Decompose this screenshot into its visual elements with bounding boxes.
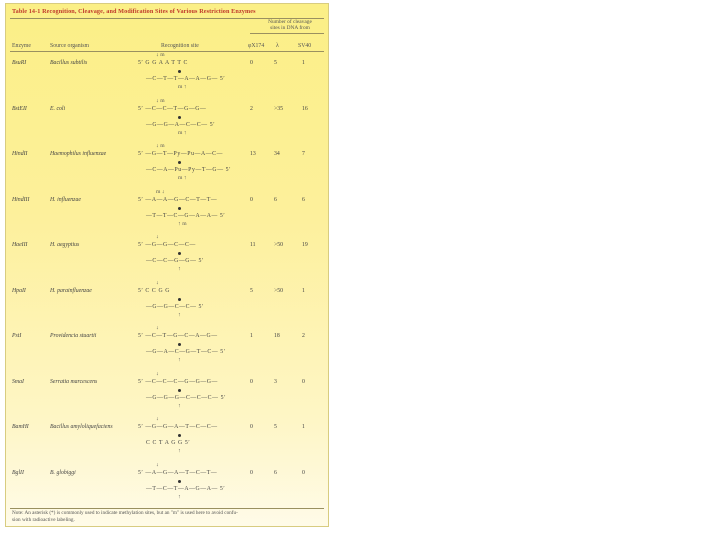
recognition-site-bottom-strand: —C—C—G—G— 5′ [146, 258, 204, 264]
recognition-site-top-strand: 5′ —C—T—G—C—A—G— [138, 333, 218, 339]
strand-center-dot [178, 480, 181, 483]
strand-center-dot [178, 298, 181, 301]
cleavage-marks-top: ↓ [156, 416, 159, 422]
cleavage-marks-top: ↓ m [156, 143, 165, 149]
col-header-enzyme: Enzyme [12, 43, 31, 49]
sites-sv40: 16 [302, 105, 308, 112]
recognition-site-bottom-strand: —G—G—G—C—C—C— 5′ [146, 394, 226, 401]
source-organism: E. coli [50, 105, 66, 112]
cleavage-group-line2: sites in DNA from [270, 25, 310, 32]
enzyme-name: SmaI [12, 378, 24, 385]
cleavage-marks-top: m ↓ [156, 188, 165, 195]
sites-sv40: 19 [302, 242, 308, 248]
strand-center-dot [178, 389, 181, 392]
recognition-site-bottom-strand: —G—A—C—G—T—C— 5′ [146, 349, 226, 355]
sites-phix174: 0 [250, 60, 253, 66]
enzyme-name: HindII [12, 151, 28, 157]
enzyme-name: PstI [12, 333, 22, 339]
col-header-lambda: λ [276, 43, 279, 49]
sites-sv40: 1 [302, 424, 305, 430]
table-note-line1: Note: An asterisk (*) is commonly used to indicate methylation sites, but an "m" is used here to avoid confu- [12, 510, 238, 516]
sites-sv40: 0 [302, 378, 305, 385]
source-organism: Providencia stuartii [50, 333, 97, 339]
table-document [5, 3, 329, 527]
cleavage-marks-bottom: ↑ m [178, 220, 187, 227]
recognition-site-bottom-strand: —C—T—T—A—A—G— 5′ [146, 76, 226, 82]
sites-phix174: 2 [250, 105, 253, 112]
recognition-site-top-strand: 5′ —G—G—C—C— [138, 242, 196, 248]
col-header-phix: φX174 [248, 43, 265, 49]
sites-phix174: 13 [250, 151, 256, 157]
source-organism: Haemophilus influenzae [50, 151, 107, 157]
cleavage-marks-bottom: ↑ [178, 402, 181, 409]
recognition-site-top-strand: 5′ —G—T—Py—Pu—A—C— [138, 151, 224, 157]
recognition-site-top-strand: 5′ —A—G—A—T—C—T— [138, 469, 218, 476]
source-organism: Bacillus subtilis [50, 60, 88, 66]
source-organism: B. globiggi [50, 469, 76, 476]
cleavage-marks-top: ↓ [156, 279, 159, 286]
recognition-site-bottom-strand: —G—G—A—C—C— 5′ [146, 121, 216, 128]
sites-lambda: 6 [274, 196, 277, 203]
cleavage-marks-bottom: ↑ [178, 448, 181, 454]
source-organism: Bacillus amyloliquefaciens [50, 424, 113, 430]
recognition-site-top-strand: 5′ G G A A T T C [138, 60, 188, 66]
sites-lambda: 18 [274, 333, 280, 339]
col-header-sv40: SV40 [298, 43, 312, 49]
cleavage-marks-bottom: m ↑ [178, 84, 187, 90]
strand-center-dot [178, 207, 181, 210]
sites-lambda: 34 [274, 151, 280, 157]
recognition-site-top-strand: 5′ C C G G [138, 287, 171, 294]
recognition-site-top-strand: 5′ —C—C—T—G—G— [138, 105, 207, 112]
enzyme-name: BstEII [12, 105, 27, 112]
header-rule [10, 51, 324, 52]
recognition-site-top-strand: 5′ —C—C—C—G—G—G— [138, 378, 218, 385]
sites-sv40: 2 [302, 333, 305, 339]
sites-sv40: 0 [302, 469, 305, 476]
sites-phix174: 5 [250, 287, 253, 294]
table-title: Table 14-1 Recognition, Cleavage, and Modification Sites of Various Restriction Enzymes [12, 8, 256, 15]
source-organism: H. aegyptius [50, 242, 80, 248]
enzyme-name: BglII [12, 469, 24, 476]
source-organism: Serratia marcescens [50, 378, 98, 385]
enzyme-name: HaeIII [12, 242, 28, 248]
col-header-source: Source organism [50, 43, 90, 49]
table-note-line2: sion with radioactive labeling. [12, 517, 75, 523]
cleavage-marks-bottom: ↑ [178, 311, 181, 318]
cleavage-marks-bottom: m ↑ [178, 175, 187, 181]
cleavage-marks-top: ↓ m [156, 97, 165, 104]
sites-phix174: 0 [250, 424, 253, 430]
cleavage-marks-top: ↓ [156, 461, 159, 468]
source-organism: H. parainfluenzae [50, 287, 92, 294]
sites-lambda: 5 [274, 424, 277, 430]
sites-lambda: >50 [274, 242, 284, 248]
cleavage-marks-top: ↓ [156, 234, 159, 240]
cleavage-marks-bottom: ↑ [178, 357, 181, 363]
cleavage-group-line1: Number of cleavage [268, 19, 312, 25]
sites-phix174: 1 [250, 333, 253, 339]
recognition-site-top-strand: 5′ —A—A—G—C—T—T— [138, 196, 218, 203]
group-rule [250, 33, 324, 34]
strand-center-dot [178, 116, 181, 119]
sites-lambda: 3 [274, 378, 277, 385]
recognition-site-top-strand: 5′ —G—G—A—T—C—C— [138, 424, 218, 430]
enzyme-name: HindIII [12, 196, 30, 203]
enzyme-name: BamHI [12, 424, 29, 430]
bottom-rule [10, 508, 324, 509]
enzyme-name: HpaII [12, 287, 26, 294]
cleavage-group-header [258, 19, 322, 32]
sites-sv40: 7 [302, 151, 305, 157]
cleavage-marks-top: ↓ [156, 370, 159, 377]
sites-phix174: 0 [250, 469, 253, 476]
source-organism: H. influenzae [50, 196, 81, 203]
sites-lambda: 6 [274, 469, 277, 476]
cleavage-marks-top: ↓ m [156, 52, 165, 58]
sites-lambda: 5 [274, 60, 277, 66]
sites-lambda: >35 [274, 105, 284, 112]
strand-center-dot [178, 252, 181, 255]
cleavage-marks-bottom: m ↑ [178, 129, 187, 136]
recognition-site-bottom-strand: —T—T—C—G—A—A— 5′ [146, 212, 226, 219]
sites-phix174: 11 [250, 242, 256, 248]
sites-phix174: 0 [250, 196, 253, 203]
strand-center-dot [178, 161, 181, 164]
recognition-site-bottom-strand: C C T A G G 5′ [146, 440, 191, 446]
cleavage-marks-bottom: ↑ [178, 266, 181, 272]
strand-center-dot [178, 343, 181, 346]
sites-sv40: 6 [302, 196, 305, 203]
sites-lambda: >50 [274, 287, 284, 294]
sites-sv40: 1 [302, 287, 305, 294]
recognition-site-bottom-strand: —G—G—C—C— 5′ [146, 303, 204, 310]
recognition-site-bottom-strand: —C—A—Pu—Py—T—G— 5′ [146, 167, 232, 173]
cleavage-marks-bottom: ↑ [178, 493, 181, 500]
sites-sv40: 1 [302, 60, 305, 66]
cleavage-marks-top: ↓ [156, 325, 159, 331]
strand-center-dot [178, 434, 181, 437]
col-header-site: Recognition site [161, 43, 199, 49]
recognition-site-bottom-strand: —T—C—T—A—G—A— 5′ [146, 485, 226, 492]
enzyme-name: BsuRI [12, 60, 27, 66]
sites-phix174: 0 [250, 378, 253, 385]
strand-center-dot [178, 70, 181, 73]
